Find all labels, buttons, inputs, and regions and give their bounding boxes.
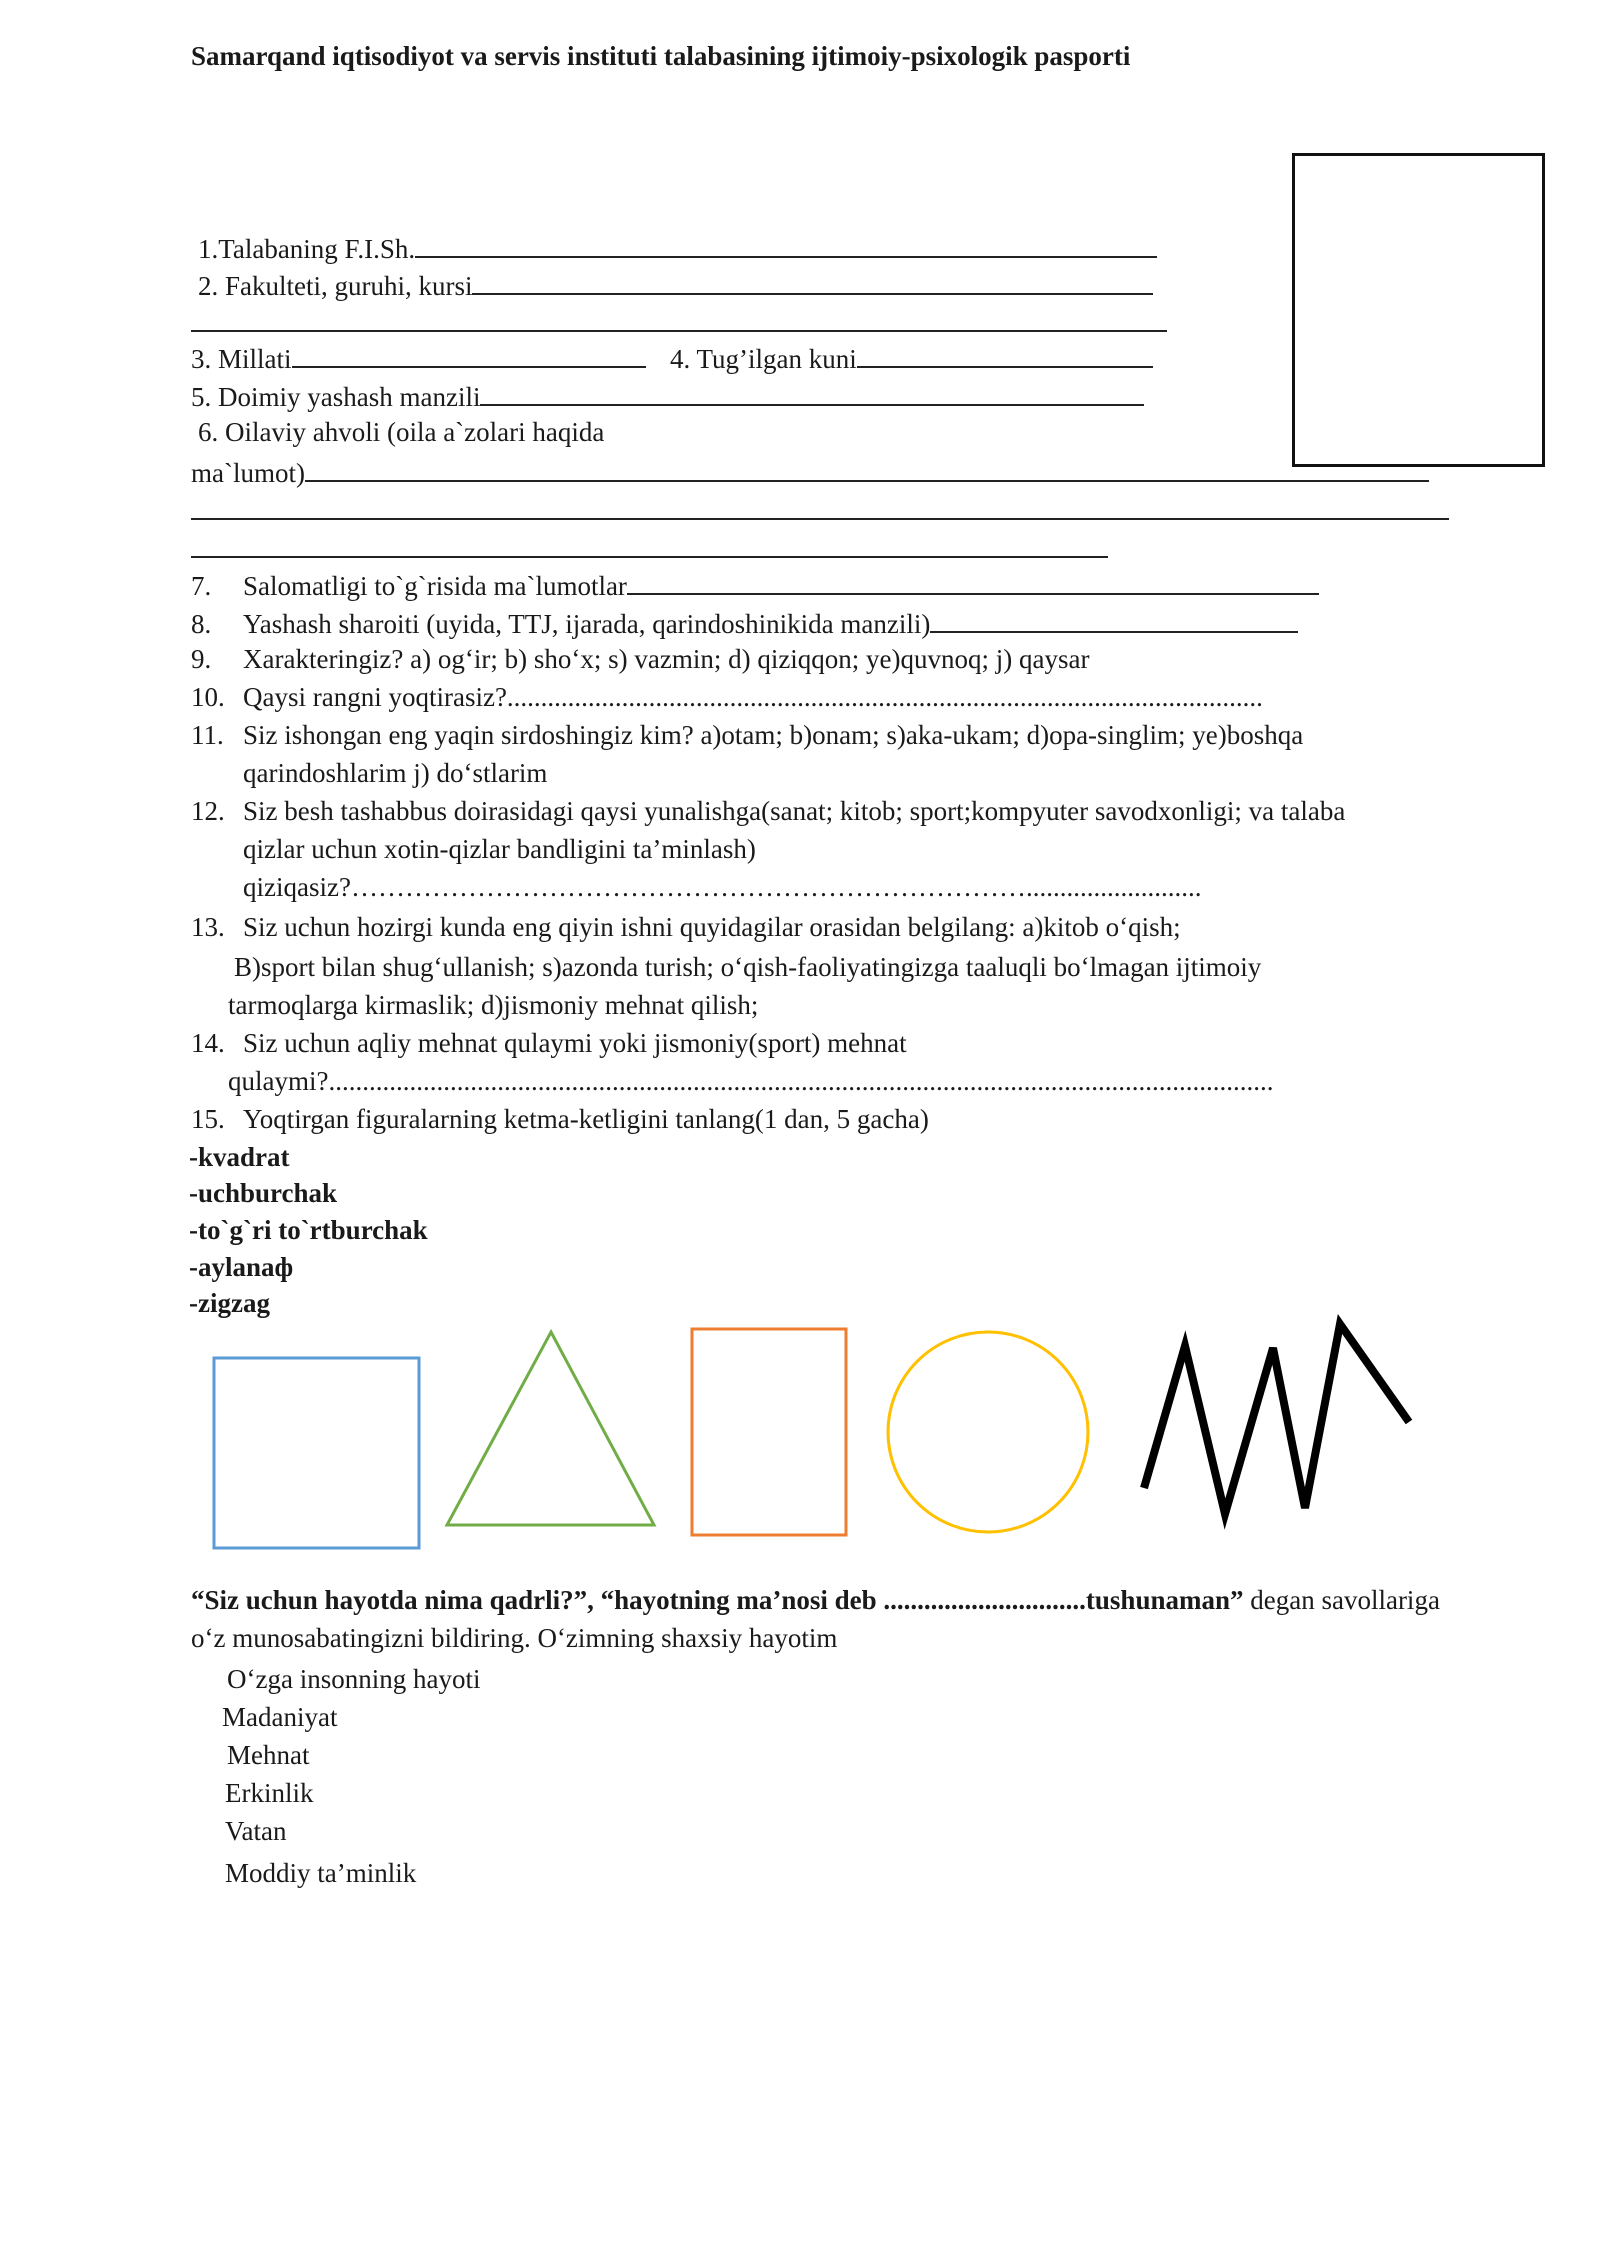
- question-text: Siz uchun aqliy mehnat qulaymi yoki jismoniy(sport) mehnat: [243, 1028, 907, 1058]
- field-nationality-line[interactable]: [292, 338, 646, 368]
- field-fio-label: 1.Talabaning F.I.Sh.: [198, 234, 416, 264]
- answer-line[interactable]: [930, 603, 1298, 633]
- document-title: Samarqand iqtisodiyot va servis instituti talabasining ijtimoiy-psixologik pasporti: [191, 41, 1131, 71]
- field-fio-line[interactable]: [415, 228, 1157, 258]
- square-shape[interactable]: [214, 1358, 419, 1548]
- blank-line[interactable]: [191, 330, 1167, 332]
- question-number: 8.: [191, 609, 212, 639]
- circle-shape[interactable]: [888, 1332, 1088, 1532]
- field-faculty[interactable]: [198, 265, 1153, 304]
- question-text: Salomatligi to`g`risida ma`lumotlar: [243, 571, 627, 601]
- question-number: 12.: [191, 796, 225, 826]
- question-number: 14.: [191, 1028, 225, 1058]
- figure-item-zigzag: -zigzag: [189, 1288, 270, 1318]
- question-text: Siz besh tashabbus doirasidagi qaysi yunalishga(sanat; kitob; sport;kompyuter savodxonligi; va talaba: [243, 796, 1346, 826]
- triangle-shape[interactable]: [447, 1332, 654, 1525]
- field-birthdate-label: 4. Tug’ilgan kuni: [670, 344, 857, 374]
- question-13: [191, 909, 1181, 945]
- question-14-cont: qulaymi?............................................................................................................................................: [228, 1066, 1274, 1096]
- question-text: Xarakteringiz? a) og‘ir; b) sho‘x; s) vazmin; d) qiziqqon; ye)quvnoq; j) qaysar: [243, 644, 1090, 674]
- field-family-label2: ma`lumot): [191, 458, 305, 488]
- figure-item-triangle: -uchburchak: [189, 1178, 338, 1208]
- question-text: Yoqtirgan figuralarning ketma-ketligini tanlang(1 dan, 5 gacha): [243, 1104, 929, 1134]
- field-address-line[interactable]: [480, 376, 1144, 406]
- shapes-figure: [0, 1310, 1600, 1570]
- field-family[interactable]: [191, 452, 1429, 491]
- closing-question-bold: “Siz uchun hayotda nima qadrli?”, “hayotning ma’nosi deb ..............................tushunaman”: [191, 1585, 1244, 1615]
- question-12-cont2: qiziqasiz?…………………………………………………………………..........................: [243, 872, 1202, 902]
- question-number: 13.: [191, 912, 225, 942]
- question-11-cont: qarindoshlarim j) do‘stlarim: [243, 758, 548, 788]
- question-text: Siz uchun hozirgi kunda eng qiyin ishni quyidagilar orasidan belgilang: a)kitob o‘qish;: [243, 912, 1181, 942]
- closing-question-rest: degan savollariga: [1243, 1585, 1440, 1615]
- closing-question: [191, 1582, 1440, 1618]
- question-text: Qaysi rangni yoqtirasiz?................................................................................................................: [243, 682, 1263, 712]
- field-birthdate[interactable]: [670, 338, 1153, 377]
- value-option: Mehnat: [227, 1740, 310, 1770]
- field-nationality[interactable]: [191, 338, 646, 377]
- field-birthdate-line[interactable]: [857, 338, 1153, 368]
- question-text: Siz ishongan eng yaqin sirdoshingiz kim? a)otam; b)onam; s)aka-ukam; d)opa-singlim; ye)boshqa: [243, 720, 1304, 750]
- closing-question-line2: o‘z munosabatingizni bildiring. O‘zimning shaxsiy hayotim: [191, 1623, 838, 1653]
- field-family-label: 6. Oilaviy ahvoli (oila a`zolari haqida: [198, 417, 605, 447]
- field-faculty-line[interactable]: [472, 265, 1153, 295]
- value-option: Madaniyat: [222, 1702, 338, 1732]
- field-fio[interactable]: [198, 228, 1157, 267]
- figure-item-circle: -aylanaф: [189, 1252, 294, 1282]
- photo-box: [1292, 153, 1545, 467]
- question-14: [191, 1025, 907, 1061]
- question-text: Yashash sharoiti (uyida, TTJ, ijarada, qarindoshinikida manzili): [243, 609, 931, 639]
- figure-item-square: -kvadrat: [189, 1142, 290, 1172]
- question-7: [191, 565, 1319, 604]
- value-option: Vatan: [225, 1816, 287, 1846]
- question-number: 10.: [191, 682, 225, 712]
- field-faculty-label: 2. Fakulteti, guruhi, kursi: [198, 271, 473, 301]
- value-option: Moddiy ta’minlik: [225, 1858, 417, 1888]
- question-12: [191, 793, 1345, 829]
- value-option: O‘zga insonning hayoti: [227, 1664, 481, 1694]
- zigzag-shape[interactable]: [1144, 1324, 1409, 1514]
- question-number: 7.: [191, 571, 212, 601]
- field-nationality-label: 3. Millati: [191, 344, 292, 374]
- question-8: [191, 603, 1298, 642]
- question-number: 11.: [191, 720, 224, 750]
- question-9: [191, 641, 1090, 677]
- question-number: 9.: [191, 644, 212, 674]
- question-12-cont: qizlar uchun xotin-qizlar bandligini ta’minlash): [243, 834, 756, 864]
- blank-line[interactable]: [191, 556, 1108, 558]
- question-10: [191, 679, 1263, 715]
- question-11: [191, 717, 1303, 753]
- question-number: 15.: [191, 1104, 225, 1134]
- figure-item-rectangle: -to`g`ri to`rtburchak: [189, 1215, 428, 1245]
- question-13-cont2: tarmoqlarga kirmaslik; d)jismoniy mehnat qilish;: [228, 990, 759, 1020]
- blank-line[interactable]: [191, 518, 1449, 520]
- field-address[interactable]: [191, 376, 1144, 415]
- question-13-cont: B)sport bilan shug‘ullanish; s)azonda turish; o‘qish-faoliyatingizga taaluqli bo‘lmagan ijtimoiy: [234, 952, 1262, 982]
- rectangle-shape[interactable]: [692, 1329, 846, 1535]
- field-family-line[interactable]: [305, 452, 1429, 482]
- value-option: Erkinlik: [225, 1778, 314, 1808]
- question-15: [191, 1101, 929, 1137]
- answer-line[interactable]: [627, 565, 1319, 595]
- field-address-label: 5. Doimiy yashash manzili: [191, 382, 481, 412]
